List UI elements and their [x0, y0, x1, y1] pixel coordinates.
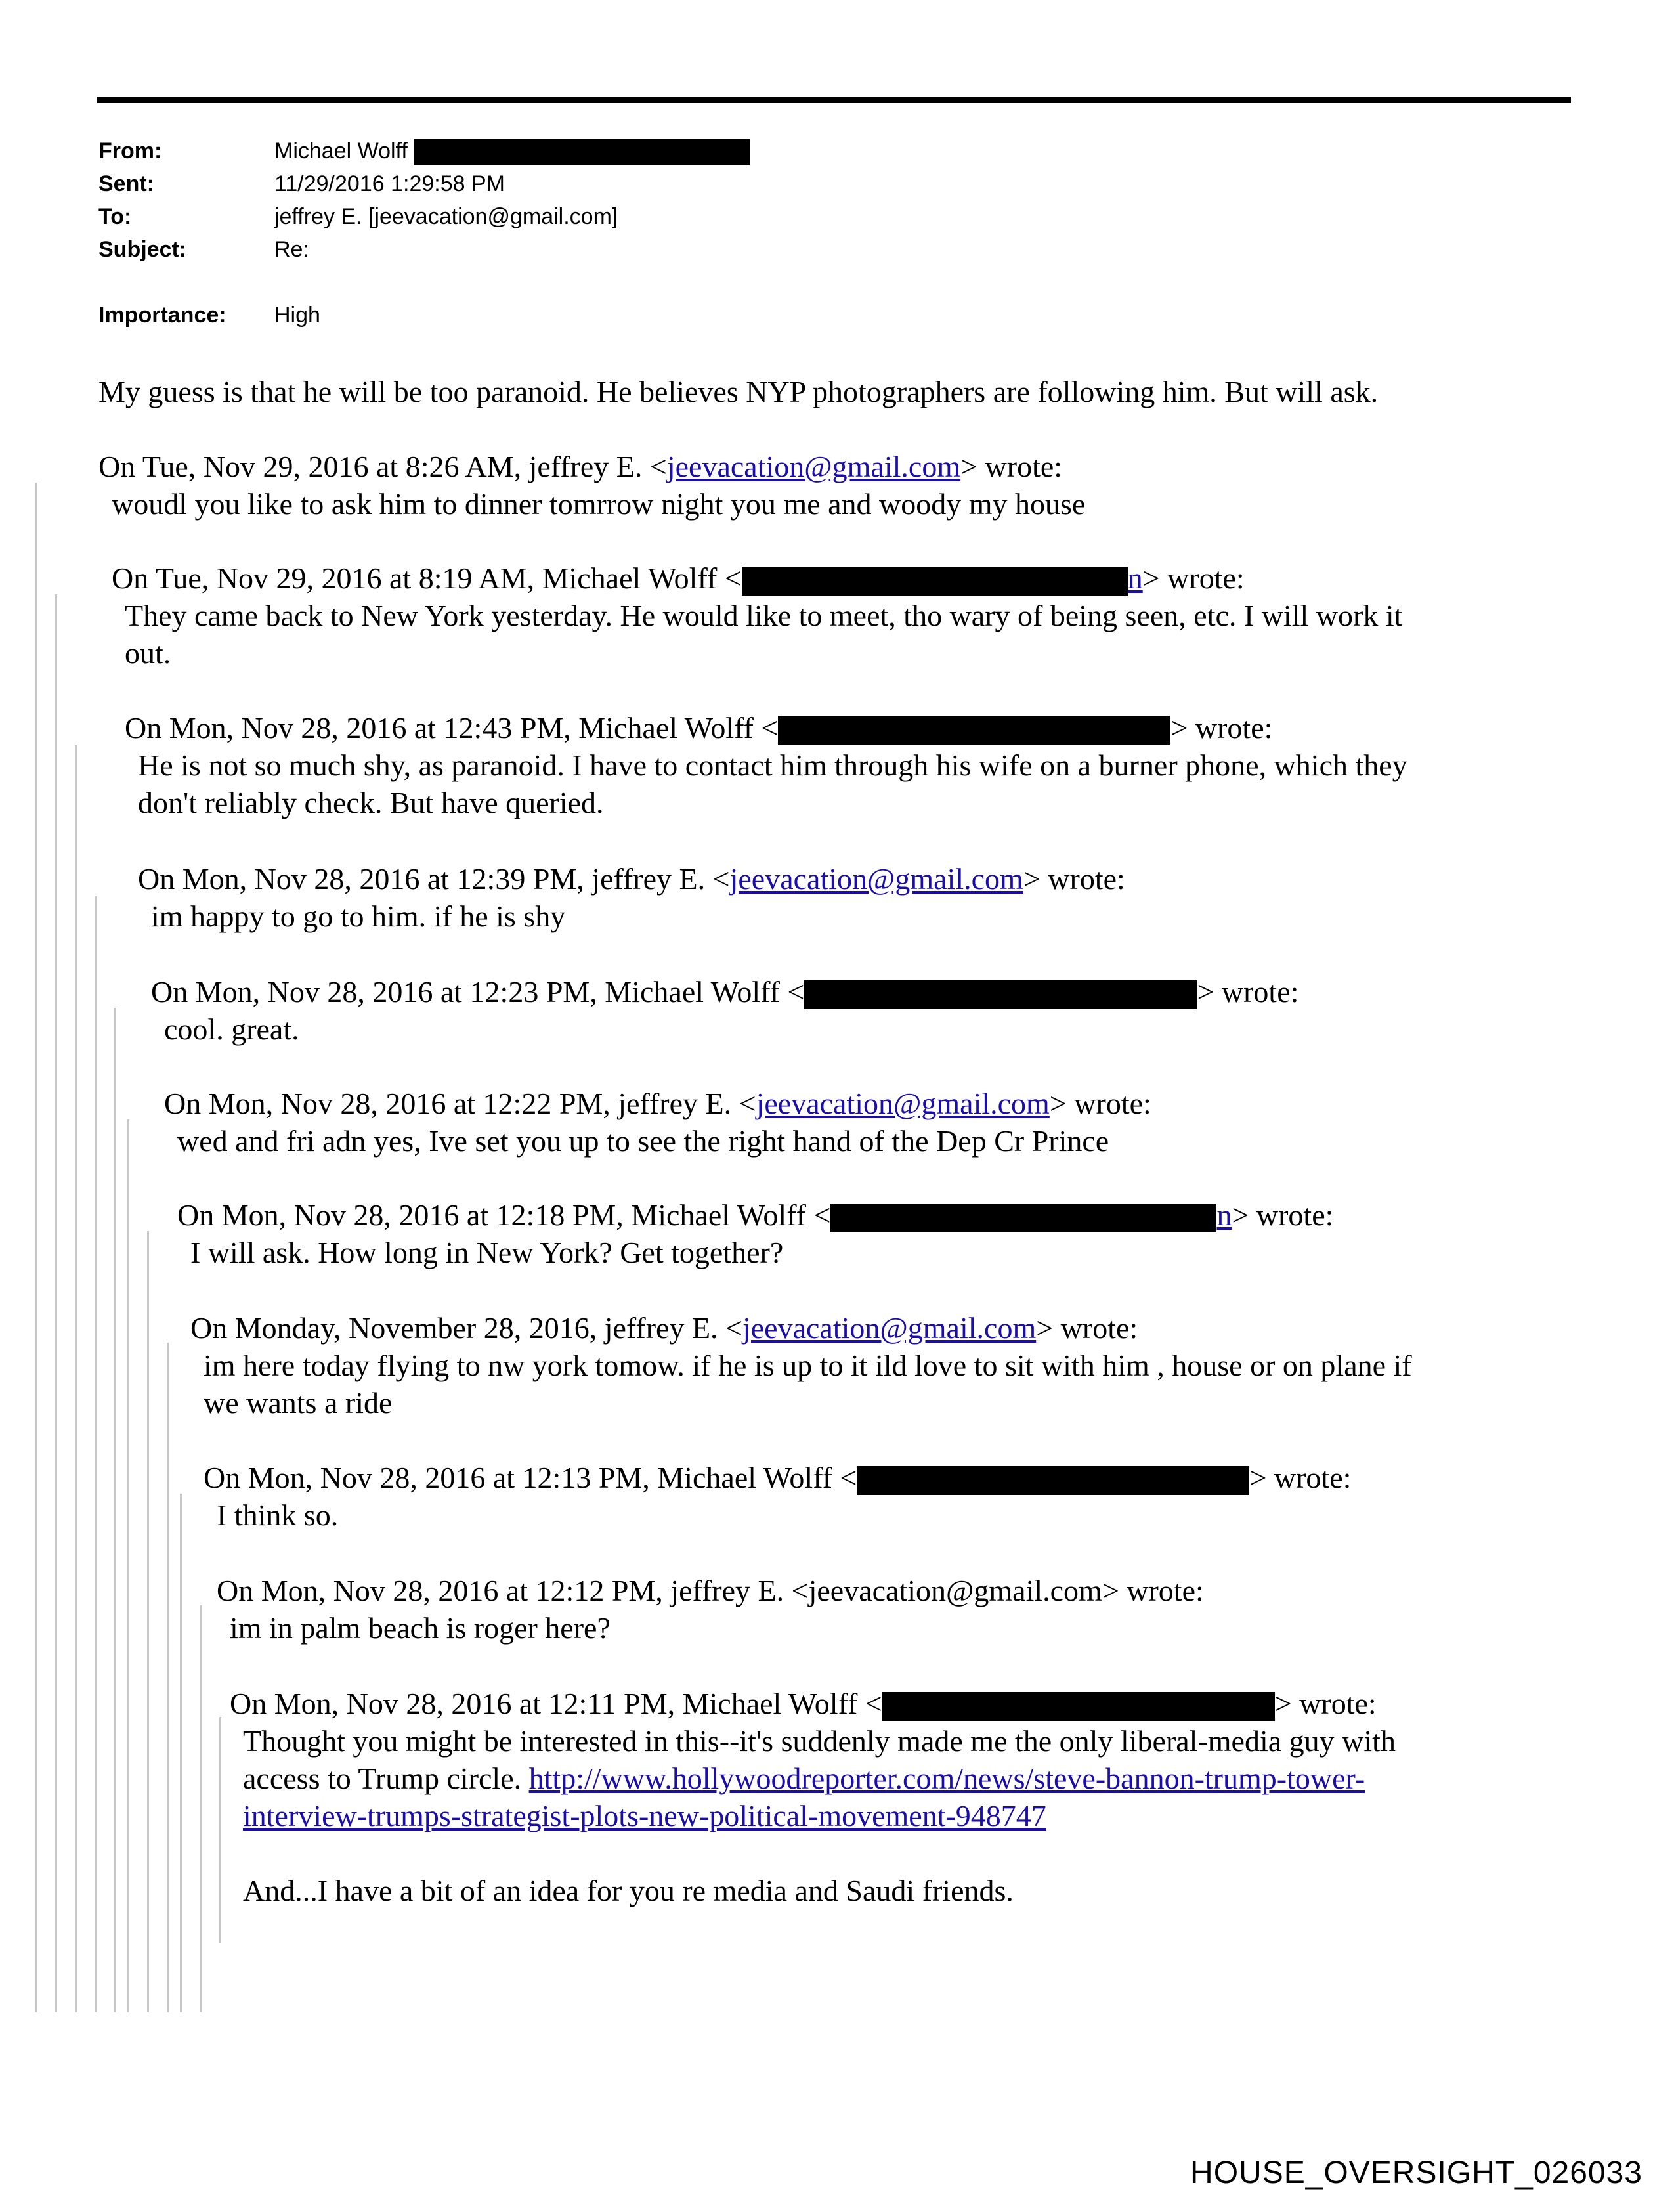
- importance-label: Importance:: [98, 303, 226, 328]
- attribution-end: > wrote:: [1049, 1087, 1151, 1120]
- redaction-block: [830, 1204, 1216, 1232]
- quote-text-with-link: [243, 1760, 1365, 1798]
- bates-number: HOUSE_OVERSIGHT_026033: [1190, 2156, 1642, 2190]
- quote-attribution: [112, 559, 1245, 597]
- quote-text: im in palm beach is roger here?: [230, 1611, 611, 1645]
- attribution-end: > wrote:: [1170, 711, 1273, 745]
- quote-attribution: [138, 860, 1125, 898]
- subject-label: Subject:: [98, 237, 187, 262]
- quote-attribution: [151, 973, 1298, 1011]
- to-label: To:: [98, 204, 132, 229]
- quote-bar: [200, 1605, 202, 2012]
- attribution-text: On Mon, Nov 28, 2016 at 12:11 PM, Michael Wolff <: [230, 1687, 882, 1720]
- attribution-text: On Mon, Nov 28, 2016 at 12:23 PM, Michael Wolff <: [151, 975, 805, 1008]
- email-link-fragment[interactable]: n: [1127, 561, 1143, 595]
- quote-text: They came back to New York yesterday. He would like to meet, tho wary of being seen, etc. I will work it: [125, 599, 1403, 632]
- quote-text: He is not so much shy, as paranoid. I have to contact him through his wife on a burner phone, which they: [138, 748, 1407, 782]
- attribution-end: > wrote:: [1232, 1198, 1334, 1232]
- quote-attribution: [125, 709, 1272, 747]
- quote-bar: [55, 594, 57, 2012]
- quote-text: woudl you like to ask him to dinner tomrrow night you me and woody my house: [112, 487, 1086, 521]
- quote-text: I will ask. How long in New York? Get together?: [190, 1236, 784, 1269]
- redaction-block: [804, 980, 1197, 1009]
- quote-bar: [95, 896, 97, 2012]
- quote-bar: [127, 1119, 129, 2012]
- from-value: [274, 135, 750, 167]
- redaction-block: [857, 1466, 1249, 1495]
- quote-attribution: [177, 1196, 1333, 1234]
- redaction-block: [742, 567, 1128, 596]
- attribution-end: > wrote:: [1274, 1687, 1377, 1720]
- email-link[interactable]: jeevacation@gmail.com: [742, 1311, 1037, 1345]
- redaction-block: [414, 139, 750, 165]
- attribution-text: On Mon, Nov 28, 2016 at 12:22 PM, jeffrey E. <: [164, 1087, 756, 1120]
- attribution-text: On Mon, Nov 28, 2016 at 12:43 PM, Michael Wolff <: [125, 711, 779, 745]
- attribution-end: > wrote:: [1249, 1461, 1352, 1494]
- email-link[interactable]: jeevacation@gmail.com: [756, 1087, 1050, 1120]
- quote-attribution: [190, 1309, 1138, 1347]
- article-link-continued[interactable]: interview-trumps-strategist-plots-new-political-movement-948747: [243, 1799, 1046, 1832]
- redaction-block: [778, 716, 1170, 745]
- to-value: jeffrey E. [jeevacation@gmail.com]: [274, 204, 618, 229]
- quote-text: wed and fri adn yes, Ive set you up to see the right hand of the Dep Cr Prince: [177, 1124, 1109, 1158]
- attribution-text: On Monday, November 28, 2016, jeffrey E. <: [190, 1311, 742, 1345]
- subject-value: Re:: [274, 237, 309, 262]
- quote-attribution: [204, 1459, 1351, 1497]
- quote-bar: [167, 1343, 169, 2012]
- attribution-text: On Mon, Nov 28, 2016 at 12:13 PM, Michael Wolff <: [204, 1461, 857, 1494]
- quote-text: out.: [125, 636, 171, 670]
- quote-bar: [180, 1494, 182, 2012]
- quote-bar: [114, 1008, 116, 2012]
- attribution-end: > wrote:: [1036, 1311, 1138, 1345]
- email-link[interactable]: jeevacation@gmail.com: [666, 450, 961, 483]
- redaction-block: [882, 1692, 1275, 1721]
- quote-attribution: On Mon, Nov 28, 2016 at 12:12 PM, jeffrey E. <jeevacation@gmail.com> wrote:: [217, 1574, 1204, 1607]
- quote-text: don't reliably check. But have queried.: [138, 786, 604, 819]
- from-label: From:: [98, 139, 162, 163]
- body-text: My guess is that he will be too paranoid. He believes NYP photographers are following him. But will ask.: [98, 375, 1379, 408]
- quote-attribution: [230, 1685, 1377, 1723]
- from-name: Michael Wolff: [274, 139, 408, 163]
- attribution-end: > wrote:: [960, 450, 1063, 483]
- quote-text: I think so.: [217, 1498, 339, 1532]
- attribution-text: On Tue, Nov 29, 2016 at 8:26 AM, jeffrey E. <: [98, 450, 667, 483]
- attribution-text: On Mon, Nov 28, 2016 at 12:39 PM, jeffrey E. <: [138, 862, 730, 896]
- quote-text: cool. great.: [164, 1012, 299, 1046]
- quote-bar: [147, 1231, 149, 2012]
- quote-bar: [75, 745, 77, 2012]
- attribution-end: > wrote:: [1142, 561, 1245, 595]
- top-rule: [97, 97, 1571, 103]
- attribution-end: > wrote:: [1023, 862, 1125, 896]
- attribution-text: On Mon, Nov 28, 2016 at 12:18 PM, Michael Wolff <: [177, 1198, 831, 1232]
- quote-bar: [219, 1717, 221, 1943]
- attribution-end: > wrote:: [1197, 975, 1299, 1008]
- quote-text: Thought you might be interested in this--it's suddenly made me the only liberal-media guy with: [243, 1724, 1396, 1758]
- quote-text: we wants a ride: [204, 1386, 393, 1420]
- quote-attribution: [98, 448, 1062, 486]
- attribution-text: On Tue, Nov 29, 2016 at 8:19 AM, Michael Wolff <: [112, 561, 742, 595]
- importance-value: High: [274, 303, 320, 328]
- article-link[interactable]: http://www.hollywoodreporter.com/news/steve-bannon-trump-tower-: [528, 1762, 1365, 1795]
- sent-value: 11/29/2016 1:29:58 PM: [274, 171, 505, 196]
- quote-text: im happy to go to him. if he is shy: [151, 900, 566, 933]
- sent-label: Sent:: [98, 171, 154, 196]
- quote-attribution: [164, 1085, 1151, 1123]
- quote-text: access to Trump circle.: [243, 1762, 529, 1795]
- email-link[interactable]: jeevacation@gmail.com: [729, 862, 1023, 896]
- quote-text: And...I have a bit of an idea for you re media and Saudi friends.: [243, 1874, 1014, 1907]
- email-header: [0, 135, 1674, 345]
- quote-bar: [35, 483, 37, 2012]
- quote-text: im here today flying to nw york tomow. if he is up to it ild love to sit with him , house or on plane if: [204, 1349, 1412, 1382]
- email-link-fragment[interactable]: n: [1216, 1198, 1232, 1232]
